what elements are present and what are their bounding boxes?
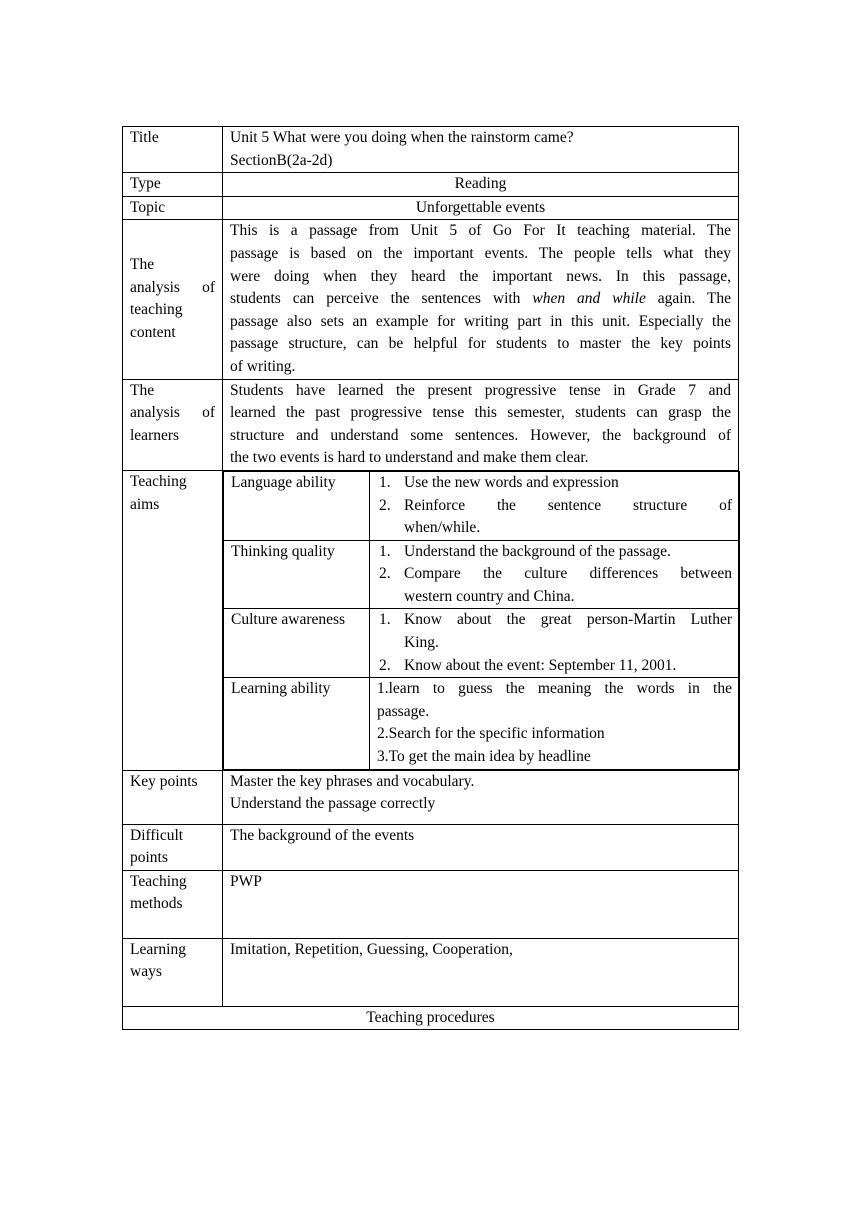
- learners-analysis-label: [123, 379, 223, 470]
- learners-analysis-row: [123, 379, 739, 470]
- text-fragment: students can perceive the sentences with: [230, 290, 533, 308]
- aim-row-culture: [224, 609, 740, 678]
- difficult-points-label: [123, 824, 223, 870]
- aim-row-learning: [224, 678, 740, 769]
- label-line: The: [130, 381, 155, 399]
- aim-items: [370, 471, 740, 540]
- item-text: Know about the great person-Martin Luther: [404, 611, 732, 629]
- title-row: [123, 127, 739, 173]
- text-line: Understand the passage correctly: [230, 795, 436, 813]
- item-text: when/while.: [404, 519, 481, 537]
- italic-phrase: when and while: [532, 290, 646, 308]
- text-line: learned the past progressive tense this semester, students can grasp the: [230, 404, 731, 422]
- label-line: Learning: [130, 940, 186, 958]
- aim-item: [377, 472, 732, 495]
- aim-item: [377, 563, 732, 608]
- topic-row: [123, 196, 739, 220]
- item-number: 2.: [379, 496, 391, 514]
- learning-ways-text: Imitation, Repetition, Guessing, Cooperation,: [223, 938, 739, 1006]
- text-line: This is a passage from Unit 5 of Go For It teaching material. The: [230, 222, 731, 240]
- teaching-procedures-heading: Teaching procedures: [123, 1006, 739, 1030]
- aim-row-thinking: [224, 540, 740, 609]
- item-text: 3.To get the main idea by headline: [377, 748, 591, 766]
- label-line: learners: [130, 426, 180, 444]
- label-line: aims: [130, 495, 160, 513]
- teaching-methods-label: [123, 870, 223, 938]
- lesson-plan-table: [122, 126, 739, 1030]
- learning-ways-row: [123, 938, 739, 1006]
- difficult-points-text: The background of the events: [223, 824, 739, 870]
- key-points-row: [123, 770, 739, 824]
- item-number: 2.: [379, 565, 391, 583]
- label-line: Teaching: [130, 472, 187, 490]
- teaching-methods-row: [123, 870, 739, 938]
- text-line: passage also sets an example for writing part in this unit. Especially the: [230, 312, 731, 330]
- aim-item: [377, 495, 732, 540]
- difficult-points-row: [123, 824, 739, 870]
- aim-row-language: [224, 471, 740, 540]
- topic-value: Unforgettable events: [223, 196, 739, 220]
- content-analysis-text: [223, 220, 739, 379]
- item-number: 1.: [379, 542, 391, 560]
- text-line: were doing when they heard the important news. In this passage,: [230, 267, 731, 285]
- item-text: Reinforce the sentence structure of: [404, 496, 732, 514]
- teaching-procedures-row: [123, 1006, 739, 1030]
- type-row: [123, 173, 739, 197]
- label-line: analysis of: [130, 404, 215, 422]
- aim-items: [370, 609, 740, 678]
- content-analysis-label: [123, 220, 223, 379]
- aim-name: Culture awareness: [224, 609, 370, 678]
- item-text: passage.: [377, 702, 430, 720]
- item-number: 2.: [379, 656, 391, 674]
- teaching-methods-text: PWP: [223, 870, 739, 938]
- title-value: [223, 127, 739, 173]
- teaching-aims-cell: [223, 470, 739, 770]
- title-label: Title: [123, 127, 223, 173]
- item-text: Use the new words and expression: [404, 473, 619, 491]
- label-line: ways: [130, 963, 162, 981]
- label-line: Teaching: [130, 872, 187, 890]
- label-line: Difficult: [130, 826, 184, 844]
- aim-item: [377, 609, 732, 654]
- title-line-1: Unit 5 What were you doing when the rainstorm came?: [230, 129, 574, 146]
- label-line: analysis of: [130, 278, 215, 296]
- key-points-text: [223, 770, 739, 824]
- aim-name: Thinking quality: [224, 540, 370, 609]
- learners-analysis-text: [223, 379, 739, 470]
- item-text: 2.Search for the specific information: [377, 725, 605, 743]
- text-fragment: again. The: [645, 290, 731, 308]
- label-line: The: [130, 256, 155, 274]
- aim-items: [370, 540, 740, 609]
- text-line: [230, 288, 731, 311]
- key-points-label: Key points: [123, 770, 223, 824]
- content-analysis-row: [123, 220, 739, 379]
- item-text: King.: [404, 634, 439, 652]
- text-line: the two events is hard to understand and make them clear.: [230, 449, 589, 467]
- text-line: of writing.: [230, 357, 296, 375]
- item-text: Know about the event: September 11, 2001.: [404, 656, 677, 674]
- item-number: 1.: [379, 611, 391, 629]
- label-line: teaching: [130, 301, 183, 319]
- aim-list: [377, 609, 732, 677]
- aims-table: [223, 471, 740, 770]
- text-line: Students have learned the present progressive tense in Grade 7 and: [230, 381, 731, 399]
- aim-list: [377, 472, 732, 540]
- item-text: Compare the culture differences between: [404, 565, 732, 583]
- topic-label: Topic: [123, 196, 223, 220]
- aim-name: Learning ability: [224, 678, 370, 769]
- item-number: 1.: [379, 473, 391, 491]
- text-line: passage structure, can be helpful for students to master the key points: [230, 335, 731, 353]
- item-text: 1.learn to guess the meaning the words in the: [377, 680, 732, 698]
- title-line-2: SectionB(2a-2d): [230, 151, 333, 169]
- item-text: Understand the background of the passage.: [404, 542, 671, 560]
- text-line: passage is based on the important events. The people tells what they: [230, 244, 731, 262]
- label-line: points: [130, 849, 168, 867]
- teaching-aims-row: [123, 470, 739, 770]
- learning-ways-label: [123, 938, 223, 1006]
- item-text: western country and China.: [404, 587, 575, 605]
- teaching-aims-label: [123, 470, 223, 770]
- label-line: content: [130, 324, 176, 342]
- aim-item: [377, 541, 732, 564]
- aim-list: [377, 541, 732, 609]
- label-line: methods: [130, 895, 183, 913]
- aim-name: Language ability: [224, 471, 370, 540]
- type-value: Reading: [223, 173, 739, 197]
- aim-items: [370, 678, 740, 769]
- aim-item: [377, 655, 732, 678]
- text-line: structure and understand some sentences. However, the background of: [230, 426, 731, 444]
- type-label: Type: [123, 173, 223, 197]
- text-line: Master the key phrases and vocabulary.: [230, 772, 475, 790]
